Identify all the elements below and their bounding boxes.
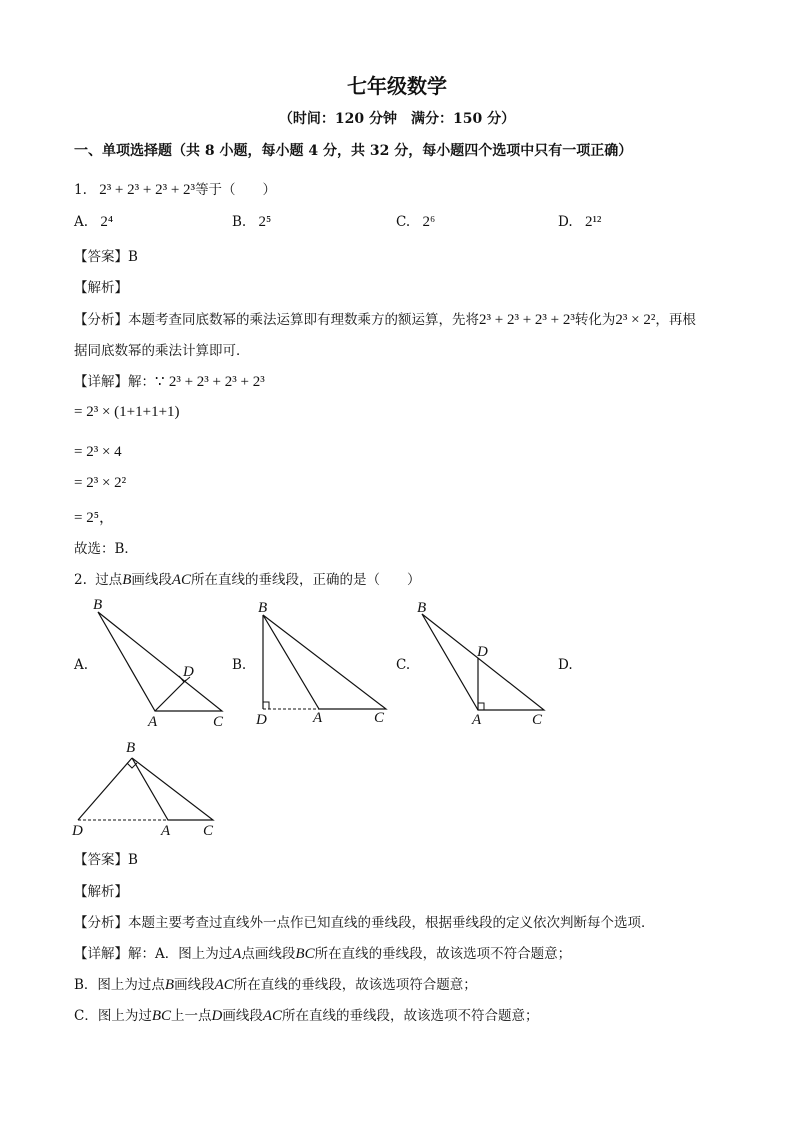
option-c bbox=[396, 214, 435, 231]
label-b: B bbox=[417, 600, 427, 616]
option-value: 2⁵ bbox=[258, 214, 272, 230]
detail-text: C．图上为过 bbox=[74, 1008, 152, 1024]
question-1-expression: 2³ + 2³ + 2³ + 2³ bbox=[99, 182, 196, 198]
option-a bbox=[74, 214, 113, 231]
point-label: B bbox=[122, 572, 132, 588]
label-b: B bbox=[258, 600, 268, 616]
label-b: B bbox=[126, 740, 136, 756]
point-label: B bbox=[164, 977, 175, 993]
question-1-stem bbox=[74, 178, 276, 199]
point-label: A bbox=[232, 946, 242, 962]
triangle-abc bbox=[98, 612, 222, 711]
analysis-header-1: 【解析】 bbox=[74, 280, 128, 296]
because-symbol: ∵ bbox=[155, 374, 165, 390]
figure-option-d-label: D. bbox=[558, 657, 573, 673]
option-value: 2⁴ bbox=[100, 214, 114, 230]
label-c: C bbox=[374, 710, 385, 726]
label-d: D bbox=[183, 664, 194, 680]
label-a: A bbox=[313, 710, 323, 726]
detail-text: 画线段 bbox=[222, 1008, 263, 1024]
option-label: D. bbox=[558, 214, 573, 230]
step-2: = 2³ × 4 bbox=[74, 444, 122, 460]
stem-text: 所在直线的垂线段，正确的是（ ） bbox=[191, 572, 421, 588]
option-value: 2¹² bbox=[584, 214, 602, 230]
option-label: B. bbox=[232, 214, 247, 230]
detail-text: 点画线段 bbox=[241, 946, 296, 962]
detail-text: 画线段 bbox=[174, 977, 215, 993]
question-number: 1. bbox=[74, 182, 87, 198]
figure-option-c-label: C. bbox=[396, 657, 411, 673]
label-a: A bbox=[161, 823, 171, 839]
figure-d bbox=[68, 736, 228, 840]
question-number: 2. bbox=[74, 572, 87, 588]
question-2-stem bbox=[74, 568, 421, 589]
step-4: = 2⁵， bbox=[74, 510, 114, 526]
option-label: C. bbox=[396, 214, 411, 230]
segment-label: BC bbox=[295, 946, 315, 962]
segment-label: AC bbox=[171, 572, 192, 588]
label-d: D bbox=[256, 712, 267, 728]
analysis-expression: 2³ + 2³ + 2³ + 2³ bbox=[479, 312, 575, 328]
label-d: D bbox=[72, 823, 83, 839]
figure-option-a-label: A. bbox=[74, 657, 89, 673]
question-1-stem-text: 等于（ ） bbox=[195, 182, 277, 198]
detail-expression: 2³ + 2³ + 2³ + 2³ bbox=[168, 374, 265, 390]
page-title: 七年级数学 bbox=[347, 74, 447, 98]
perpendicular-segment bbox=[155, 680, 186, 711]
option-value: 2⁶ bbox=[422, 214, 436, 230]
triangle-abc bbox=[263, 615, 386, 709]
detail-text: 所在直线的垂线段，故该选项符合题意； bbox=[233, 977, 477, 993]
exam-info: （时间：120 分钟 满分：150 分） bbox=[278, 111, 516, 127]
answer-1: 【答案】B bbox=[74, 249, 138, 265]
label-c: C bbox=[532, 712, 543, 728]
label-d: D bbox=[477, 644, 488, 660]
detail-2-a bbox=[74, 942, 571, 963]
analysis-text: 转化为 bbox=[574, 312, 616, 328]
detail-prefix: 【详解】解： bbox=[74, 374, 155, 390]
analysis-text: ，再根 bbox=[655, 312, 696, 328]
segment-label: AC bbox=[262, 1008, 283, 1024]
analysis-1-line-1 bbox=[74, 308, 696, 329]
detail-2-b bbox=[74, 973, 477, 994]
step-3: = 2³ × 2² bbox=[74, 475, 127, 491]
label-c: C bbox=[213, 714, 224, 730]
stem-text: 过点 bbox=[95, 572, 123, 588]
option-d bbox=[558, 214, 601, 231]
detail-text: 所在直线的垂线段，故该选项不符合题意； bbox=[314, 946, 572, 962]
section-title: 一、单项选择题（共 8 小题，每小题 4 分，共 32 分，每小题四个选项中只有一项正确） bbox=[74, 143, 633, 159]
label-a: A bbox=[148, 714, 158, 730]
segment-bd bbox=[78, 758, 132, 820]
triangle-abc bbox=[132, 758, 213, 820]
triangle-abc bbox=[422, 614, 544, 710]
detail-text: B．图上为过点 bbox=[74, 977, 165, 993]
detail-text: 上一点 bbox=[171, 1008, 212, 1024]
detail-text: 所在直线的垂线段，故该选项不符合题意； bbox=[282, 1008, 539, 1024]
segment-label: AC bbox=[214, 977, 234, 993]
right-angle-mark bbox=[478, 703, 484, 710]
label-b: B bbox=[93, 597, 103, 613]
label-a: A bbox=[472, 712, 482, 728]
analysis-2: 【分析】本题主要考查过直线外一点作已知直线的垂线段，根据垂线段的定义依次判断每个选项． bbox=[74, 915, 655, 931]
label-c: C bbox=[203, 823, 214, 839]
figure-a bbox=[90, 596, 240, 732]
option-b bbox=[232, 214, 271, 231]
step-1: = 2³ × (1+1+1+1) bbox=[74, 404, 180, 420]
analysis-expression: 2³ × 2² bbox=[615, 312, 656, 328]
segment-label: BC bbox=[151, 1008, 172, 1024]
option-label: A. bbox=[74, 214, 89, 230]
figure-option-b-label: B. bbox=[232, 657, 247, 673]
figure-c bbox=[412, 596, 557, 732]
conclusion-1: 故选：B． bbox=[74, 541, 138, 557]
answer-2: 【答案】B bbox=[74, 852, 138, 868]
detail-text: 【详解】解：A．图上为过 bbox=[74, 946, 233, 962]
detail-1-line-1 bbox=[74, 370, 265, 391]
analysis-1-line-2: 据同底数幂的乘法计算即可． bbox=[74, 343, 250, 359]
analysis-text: 【分析】本题考查同底数幂的乘法运算即有理数乘方的额运算，先将 bbox=[74, 312, 479, 328]
stem-text: 画线段 bbox=[131, 572, 172, 588]
point-label: D bbox=[211, 1008, 223, 1024]
analysis-header-2: 【解析】 bbox=[74, 884, 128, 900]
right-angle-mark bbox=[263, 702, 269, 709]
detail-2-c bbox=[74, 1004, 539, 1025]
figure-b bbox=[252, 596, 397, 732]
